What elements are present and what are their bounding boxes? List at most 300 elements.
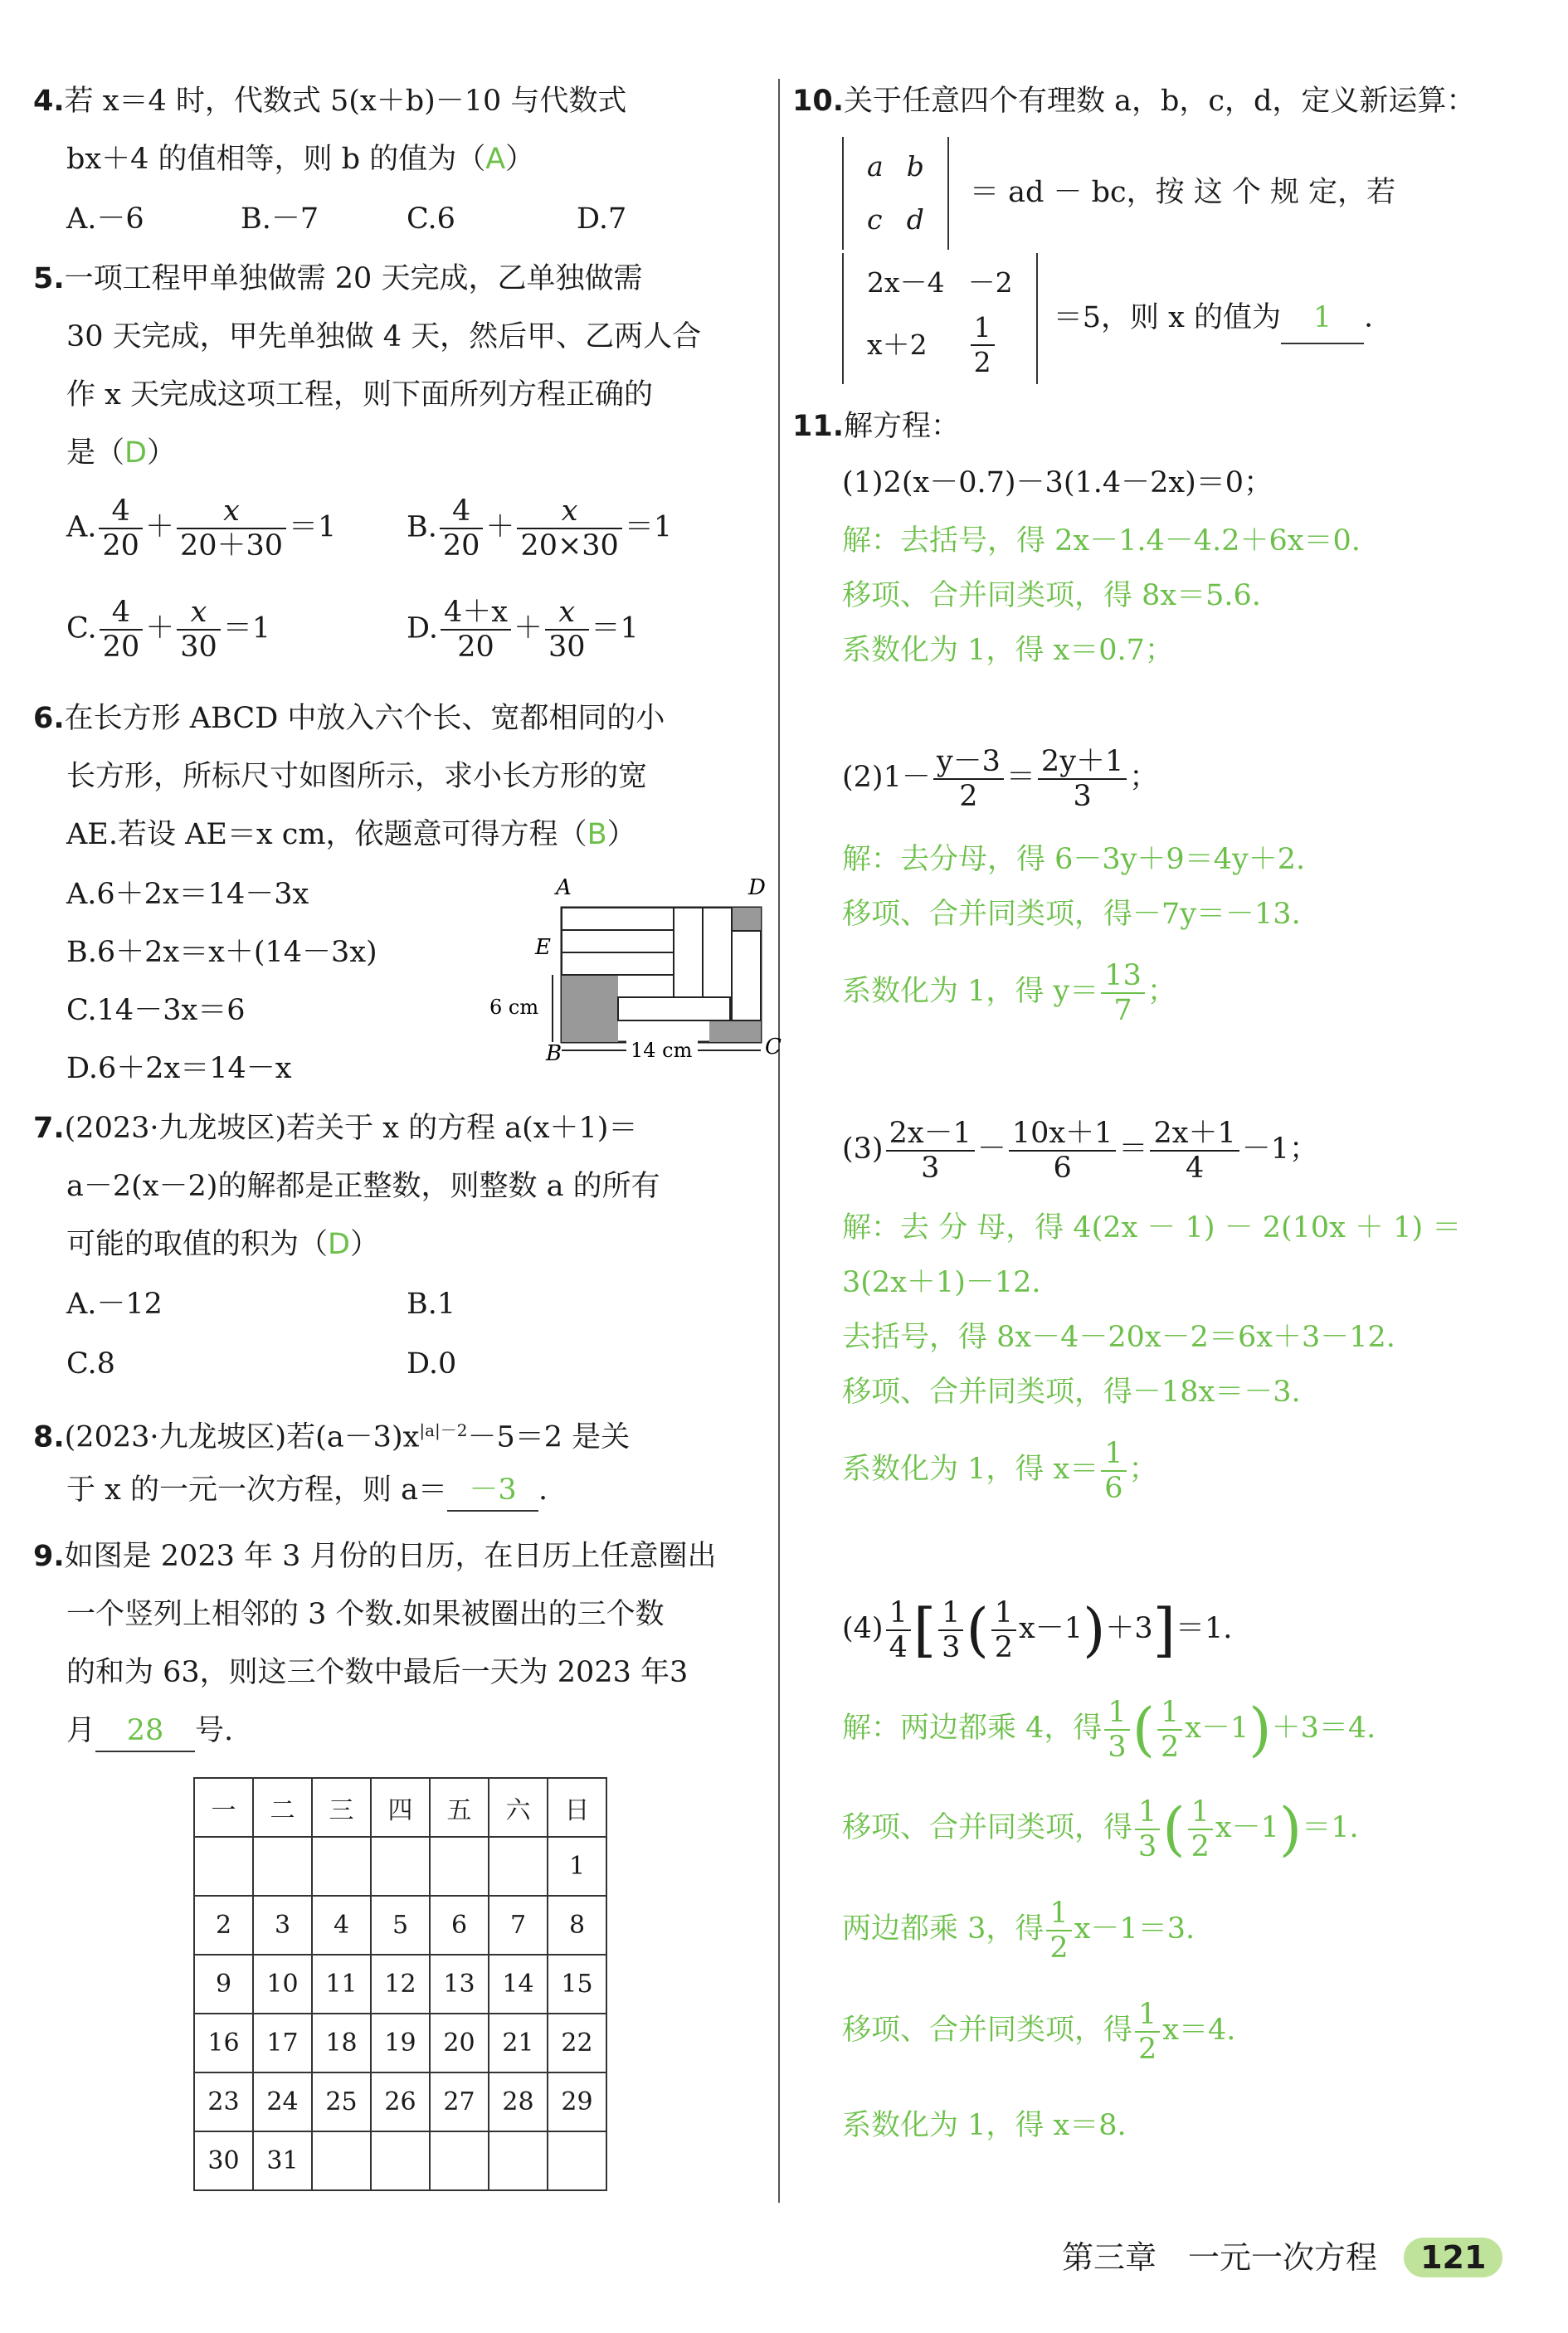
q6-text3: AE.若设 AE＝x cm，依题意可得方程（ bbox=[66, 818, 587, 851]
p4-s1b: x－1 bbox=[1185, 1712, 1249, 1745]
left-bracket-icon: [ bbox=[913, 1595, 937, 1664]
q5-close: ） bbox=[146, 436, 176, 470]
cal-cell bbox=[194, 1837, 253, 1896]
p4-s2-n2: 1 bbox=[1188, 1795, 1213, 1830]
chapter-title: 第三章 一元一次方程 bbox=[1062, 2239, 1378, 2276]
q6-option-b: B.6＋2x＝x＋(14－3x) bbox=[66, 936, 377, 969]
p4-third-n: 1 bbox=[938, 1596, 963, 1631]
q9-number: 9. bbox=[33, 1540, 65, 1573]
cal-head-2: 二 bbox=[253, 1778, 312, 1837]
p3-n3: 2x＋1 bbox=[1150, 1117, 1239, 1152]
q11-p2-step2: 移项、合并同类项，得－7y＝－13. bbox=[842, 898, 1301, 931]
q10-end: . bbox=[1364, 300, 1374, 334]
q7-text3: 可能的取值的积为（ bbox=[66, 1228, 329, 1261]
march-calendar bbox=[193, 1777, 607, 2191]
p4-quarter-n: 1 bbox=[886, 1596, 911, 1631]
cal-cell: 24 bbox=[253, 2072, 312, 2131]
calendar-row bbox=[194, 2072, 606, 2131]
q5-option-b bbox=[407, 494, 672, 563]
q9-line2: 一个竖列上相邻的 3 个数.如果被圈出的三个数 bbox=[66, 1598, 665, 1631]
cal-cell: 6 bbox=[430, 1896, 489, 1955]
p4-quarter-d: 4 bbox=[889, 1630, 908, 1664]
q5b-d2: 20×30 bbox=[520, 529, 619, 563]
det1-c: c bbox=[867, 203, 883, 236]
det2-b: －2 bbox=[967, 266, 1013, 299]
left-paren-icon: ( bbox=[1132, 1695, 1155, 1764]
left-paren-icon: ( bbox=[966, 1595, 989, 1664]
q6-close: ） bbox=[606, 818, 636, 851]
page-footer bbox=[1062, 2232, 1502, 2277]
column-divider bbox=[778, 79, 780, 2203]
p4-s3-n: 1 bbox=[1046, 1897, 1071, 1931]
cal-cell: 17 bbox=[253, 2014, 312, 2072]
q7-answer: D bbox=[328, 1228, 350, 1261]
q11-p4-step3 bbox=[842, 1892, 1195, 1966]
q11-p4-step5: 系数化为 1，得 x＝8. bbox=[842, 2109, 1127, 2142]
q11-p4-step1 bbox=[842, 1691, 1376, 1767]
q5b-n1: 4 bbox=[440, 494, 484, 529]
p4-s1-frac2 bbox=[1157, 1696, 1182, 1764]
p2-s3e: ； bbox=[1147, 975, 1176, 1008]
p4-s4-n: 1 bbox=[1135, 1998, 1160, 2033]
fig-label-e: E bbox=[535, 935, 551, 960]
q5a-prefix: A. bbox=[66, 510, 97, 544]
q5a-n2: x bbox=[177, 494, 286, 529]
q10-determinant-def bbox=[842, 137, 949, 250]
q6-number: 6. bbox=[33, 702, 65, 735]
p4-s2c: ＝1. bbox=[1302, 1811, 1359, 1844]
q5d-d1: 20 bbox=[457, 631, 494, 664]
p3-s5n: 1 bbox=[1101, 1437, 1126, 1472]
cal-cell: 13 bbox=[430, 1955, 489, 2014]
q5a-d1: 20 bbox=[102, 529, 139, 563]
right-bracket-icon: ] bbox=[1152, 1595, 1176, 1664]
q5c-op: ＋ bbox=[145, 611, 175, 645]
cal-cell bbox=[371, 1837, 430, 1896]
p2-pre: (2)1－ bbox=[842, 761, 931, 794]
q11-p4-equation bbox=[842, 1591, 1232, 1668]
cal-cell: 30 bbox=[194, 2131, 253, 2190]
q5d-n1: 4＋x bbox=[441, 596, 511, 631]
p2-d1: 2 bbox=[959, 779, 978, 813]
q5a-d2: 20＋30 bbox=[179, 529, 284, 563]
p3-frac3 bbox=[1150, 1117, 1239, 1185]
q5b-frac2 bbox=[517, 494, 621, 563]
p2-frac2 bbox=[1038, 745, 1127, 813]
fig-small-rect-1 bbox=[562, 908, 674, 930]
q11-p3-step3: 去括号，得 8x－4－20x－2＝6x＋3－12. bbox=[842, 1321, 1395, 1354]
calendar-header-row bbox=[194, 1778, 606, 1837]
cal-cell: 14 bbox=[489, 1955, 548, 2014]
q5d-op: ＋ bbox=[513, 611, 543, 645]
cal-cell: 7 bbox=[489, 1896, 548, 1955]
p4-s4-frac bbox=[1135, 1998, 1160, 2066]
p3-s5e: ； bbox=[1128, 1453, 1158, 1486]
q10-answer-blank: 1 bbox=[1281, 293, 1364, 344]
q5a-frac2 bbox=[177, 494, 286, 563]
cal-cell: 29 bbox=[548, 2072, 606, 2131]
q6-line3 bbox=[66, 815, 636, 855]
q8-end: . bbox=[538, 1473, 548, 1507]
q9-line1 bbox=[33, 1537, 717, 1576]
det1-a: a bbox=[867, 150, 884, 183]
q5b-d1: 20 bbox=[442, 529, 480, 563]
q11-p1-step3: 系数化为 1，得 x＝0.7； bbox=[842, 634, 1174, 667]
right-paren-icon: ) bbox=[1249, 1695, 1272, 1764]
q5b-n2: x bbox=[517, 494, 621, 529]
p3-s5d: 6 bbox=[1104, 1471, 1123, 1505]
p4-s2-frac2 bbox=[1188, 1795, 1213, 1863]
p4-s4a: 移项、合并同类项，得 bbox=[842, 2014, 1133, 2047]
q6-answer: B bbox=[587, 818, 607, 851]
q6-text1: 在长方形 ABCD 中放入六个长、宽都相同的小 bbox=[64, 702, 665, 735]
q8-text2: 于 x 的一元一次方程，则 a＝ bbox=[66, 1473, 447, 1507]
p4-s2-d2: 2 bbox=[1191, 1829, 1210, 1863]
q6-option-a: A.6＋2x＝14－3x bbox=[66, 878, 309, 911]
cal-cell: 4 bbox=[312, 1896, 371, 1955]
q11-p3-step4: 移项、合并同类项，得－18x＝－3. bbox=[842, 1376, 1301, 1409]
cal-cell: 15 bbox=[548, 1955, 606, 2014]
det1-b: b bbox=[906, 150, 924, 183]
q5-number: 5. bbox=[33, 262, 65, 295]
p2-n1: y－3 bbox=[933, 745, 1004, 780]
cal-cell bbox=[312, 2131, 371, 2190]
q8-number: 8. bbox=[33, 1420, 65, 1454]
q10-determinant-cond bbox=[842, 253, 1038, 384]
cal-head-1: 一 bbox=[194, 1778, 253, 1837]
p3-s5-frac bbox=[1101, 1437, 1126, 1505]
fig-shade-topright bbox=[732, 908, 761, 931]
det2-a: 2x－4 bbox=[867, 266, 945, 299]
p4-half-d: 2 bbox=[994, 1630, 1014, 1664]
p3-eq: ＝ bbox=[1118, 1132, 1148, 1166]
p4-third-d: 3 bbox=[942, 1630, 961, 1664]
q6-rectangle-figure bbox=[456, 871, 788, 1070]
fig-small-rect-2 bbox=[562, 930, 674, 952]
q5c-n1: 4 bbox=[100, 596, 144, 631]
q5c-frac2 bbox=[177, 596, 221, 664]
cal-cell: 22 bbox=[548, 2014, 606, 2072]
p4-end: ＝1. bbox=[1175, 1612, 1233, 1645]
q11-title bbox=[792, 407, 960, 446]
cal-cell: 8 bbox=[548, 1896, 606, 1955]
q5c-frac1 bbox=[100, 596, 144, 664]
cal-cell: 23 bbox=[194, 2072, 253, 2131]
q5b-op: ＋ bbox=[485, 510, 515, 544]
q5-option-d bbox=[407, 596, 639, 664]
cal-cell bbox=[312, 1837, 371, 1896]
q11-text: 解方程： bbox=[844, 410, 961, 443]
p3-d2: 6 bbox=[1053, 1151, 1072, 1185]
q4-option-b: B.－7 bbox=[241, 202, 319, 236]
p4-s4-d: 2 bbox=[1138, 2032, 1157, 2066]
fig-label-c: C bbox=[765, 1035, 782, 1059]
q4-option-a: A.－6 bbox=[66, 202, 144, 236]
q11-p2-step1: 解：去分母，得 6－3y＋9＝4y＋2. bbox=[842, 843, 1306, 876]
det2-dn: 1 bbox=[971, 311, 995, 346]
calendar-row bbox=[194, 1896, 606, 1955]
q5a-n1: 4 bbox=[99, 494, 143, 529]
cal-cell: 3 bbox=[253, 1896, 312, 1955]
q6-option-c: C.14－3x＝6 bbox=[66, 994, 246, 1027]
q5d-d2: 30 bbox=[548, 631, 586, 664]
q4-close: ） bbox=[505, 143, 535, 176]
q5a-eq: ＝1 bbox=[289, 510, 337, 544]
q5b-prefix: B. bbox=[407, 510, 437, 544]
cal-head-6: 六 bbox=[489, 1778, 548, 1837]
cal-cell bbox=[489, 2131, 548, 2190]
q5c-d2: 30 bbox=[180, 631, 217, 664]
q11-p4-step4 bbox=[842, 1993, 1235, 2068]
q4-line1 bbox=[33, 81, 626, 121]
q5d-n2: x bbox=[545, 596, 589, 631]
p4-plus3: ＋3 bbox=[1105, 1612, 1153, 1645]
q8-text1b: －5＝2 是关 bbox=[467, 1420, 631, 1454]
q6-line1 bbox=[33, 699, 665, 738]
q8-line2 bbox=[66, 1470, 548, 1512]
q10-line1 bbox=[792, 81, 1475, 121]
q11-p3-step5 bbox=[842, 1432, 1158, 1507]
p4-pre: (4) bbox=[842, 1612, 884, 1645]
q5-text4: 是（ bbox=[66, 436, 125, 470]
q10-def-text: ＝ ad － bc，按 这 个 规 定，若 bbox=[969, 175, 1396, 209]
p4-frac-quarter bbox=[886, 1596, 911, 1664]
p4-s3-frac bbox=[1046, 1897, 1071, 1965]
cal-cell bbox=[548, 2131, 606, 2190]
p4-s3-d: 2 bbox=[1049, 1931, 1069, 1965]
q9-line3: 的和为 63，则这三个数中最后一天为 2023 年3 bbox=[66, 1656, 689, 1689]
q4-text1: 若 x＝4 时，代数式 5(x＋b)－10 与代数式 bbox=[64, 85, 627, 118]
cal-head-7: 日 bbox=[548, 1778, 606, 1837]
cal-cell: 12 bbox=[371, 1955, 430, 2014]
q4-line2 bbox=[66, 139, 534, 179]
p4-s2-n1: 1 bbox=[1135, 1795, 1160, 1830]
q5d-eq: ＝1 bbox=[591, 611, 639, 645]
q8-text1a: (2023·九龙坡区)若(a－3)x bbox=[64, 1420, 420, 1454]
q9-text4: 月 bbox=[66, 1714, 96, 1747]
p4-s1-n1: 1 bbox=[1104, 1696, 1129, 1731]
q9-end: 号. bbox=[195, 1714, 234, 1747]
fig-small-rect-6 bbox=[618, 997, 730, 1020]
q5-line4 bbox=[66, 433, 176, 473]
q11-p2-equation bbox=[842, 740, 1158, 815]
fig-label-b: B bbox=[546, 1041, 562, 1066]
p2-s3a: 系数化为 1，得 y＝ bbox=[842, 975, 1099, 1008]
calendar-row bbox=[194, 2014, 606, 2072]
cal-cell: 31 bbox=[253, 2131, 312, 2190]
q5d-frac1 bbox=[441, 596, 511, 664]
p2-n2: 2y＋1 bbox=[1038, 745, 1127, 780]
det1-d: d bbox=[906, 203, 924, 236]
p3-s5a: 系数化为 1，得 x＝ bbox=[842, 1453, 1099, 1486]
cal-cell: 27 bbox=[430, 2072, 489, 2131]
left-paren-icon: ( bbox=[1162, 1795, 1186, 1863]
p4-s2b: x－1 bbox=[1215, 1811, 1279, 1844]
fig-small-rect-7 bbox=[732, 931, 761, 1020]
p3-n2: 10x＋1 bbox=[1009, 1117, 1117, 1152]
p4-s1-d2: 2 bbox=[1161, 1730, 1180, 1764]
cal-cell: 10 bbox=[253, 1955, 312, 2014]
p4-s3b: x－1＝3. bbox=[1074, 1912, 1195, 1946]
q11-number: 11. bbox=[792, 410, 845, 443]
cal-cell: 9 bbox=[194, 1955, 253, 2014]
q10-condition bbox=[842, 253, 1373, 384]
q11-p2-step3 bbox=[842, 954, 1176, 1029]
q5b-eq: ＝1 bbox=[624, 510, 673, 544]
p3-op1: － bbox=[976, 1132, 1006, 1166]
q5-option-c bbox=[66, 596, 270, 664]
q7-line3 bbox=[66, 1225, 379, 1264]
q11-p3-equation bbox=[842, 1112, 1318, 1186]
cal-cell: 11 bbox=[312, 1955, 371, 2014]
q11-p1-step1: 解：去括号，得 2x－1.4－4.2＋6x＝0. bbox=[842, 524, 1361, 558]
q4-option-c: C.6 bbox=[407, 202, 455, 236]
q8-line1 bbox=[33, 1410, 630, 1458]
fig-label-d: D bbox=[748, 875, 766, 900]
p4-s1-n2: 1 bbox=[1157, 1696, 1182, 1731]
p3-end: －1； bbox=[1241, 1132, 1318, 1166]
q9-text1: 如图是 2023 年 3 月份的日历，在日历上任意圈出 bbox=[64, 1540, 717, 1573]
q11-p3-step1: 解：去 分 母，得 4(2x － 1) － 2(10x ＋ 1) ＝ bbox=[842, 1211, 1462, 1244]
cal-cell: 2 bbox=[194, 1896, 253, 1955]
p4-frac-half bbox=[991, 1596, 1016, 1664]
calendar-row bbox=[194, 1955, 606, 2014]
fig-label-6cm: 6 cm bbox=[489, 996, 539, 1019]
q11-p1-equation: (1)2(x－0.7)－3(1.4－2x)＝0； bbox=[842, 466, 1273, 499]
p3-pre: (3) bbox=[842, 1132, 884, 1166]
q10-definition bbox=[842, 137, 1395, 250]
cal-cell bbox=[253, 1837, 312, 1896]
p4-s4b: x＝4. bbox=[1162, 2014, 1236, 2047]
q4-number: 4. bbox=[33, 85, 65, 118]
p3-frac1 bbox=[886, 1117, 975, 1185]
p4-x1: x－1 bbox=[1019, 1612, 1083, 1645]
p2-s3-frac bbox=[1101, 959, 1145, 1027]
q5c-n2: x bbox=[177, 596, 221, 631]
q5-line1 bbox=[33, 259, 642, 299]
p2-s3d: 7 bbox=[1113, 993, 1132, 1027]
q9-answer-blank: 28 bbox=[95, 1711, 195, 1752]
q5-line3: 作 x 天完成这项工程，则下面所列方程正确的 bbox=[66, 378, 653, 412]
cal-cell: 1 bbox=[548, 1837, 606, 1896]
q8-answer-blank: －3 bbox=[447, 1470, 538, 1512]
q5c-d1: 20 bbox=[102, 631, 140, 664]
q4-text2: bx＋4 的值相等，则 b 的值为（ bbox=[66, 143, 486, 176]
cal-cell: 20 bbox=[430, 2014, 489, 2072]
cal-head-3: 三 bbox=[312, 1778, 371, 1837]
q5c-prefix: C. bbox=[66, 611, 97, 645]
q7-option-b: B.1 bbox=[407, 1288, 456, 1321]
p2-end: ； bbox=[1129, 761, 1159, 794]
q5-line2: 30 天完成，甲先单独做 4 天，然后甲、乙两人合 bbox=[66, 320, 702, 353]
cal-cell bbox=[489, 1837, 548, 1896]
p4-s1a: 解：两边都乘 4，得 bbox=[842, 1712, 1103, 1745]
right-paren-icon: ) bbox=[1278, 1795, 1303, 1863]
q5c-eq: ＝1 bbox=[222, 611, 271, 645]
q5d-frac2 bbox=[545, 596, 589, 664]
p3-n1: 2x－1 bbox=[886, 1117, 975, 1152]
p3-d3: 4 bbox=[1185, 1151, 1205, 1185]
q7-option-c: C.8 bbox=[66, 1347, 115, 1381]
det2-dd: 2 bbox=[973, 346, 991, 378]
cal-cell bbox=[430, 2131, 489, 2190]
q5-option-a bbox=[66, 494, 336, 563]
q5b-frac1 bbox=[440, 494, 484, 563]
q11-p3-step2: 3(2x＋1)－12. bbox=[842, 1266, 1041, 1299]
calendar-row bbox=[194, 2131, 606, 2190]
det2-c: x＋2 bbox=[867, 329, 928, 361]
q7-close: ） bbox=[349, 1228, 379, 1261]
q7-text1: (2023·九龙坡区)若关于 x 的方程 a(x＋1)＝ bbox=[64, 1112, 638, 1145]
p2-s3n: 13 bbox=[1101, 959, 1145, 994]
cal-cell: 21 bbox=[489, 2014, 548, 2072]
page-number: 121 bbox=[1404, 2238, 1502, 2277]
q11-p4-step2 bbox=[842, 1790, 1359, 1867]
cal-cell: 19 bbox=[371, 2014, 430, 2072]
cal-cell bbox=[430, 1837, 489, 1896]
cal-cell: 16 bbox=[194, 2014, 253, 2072]
q8-exponent: |a|－2 bbox=[419, 1420, 468, 1440]
p4-frac-third bbox=[938, 1596, 963, 1664]
cal-cell: 28 bbox=[489, 2072, 548, 2131]
p3-d1: 3 bbox=[921, 1151, 940, 1185]
q10-text1: 关于任意四个有理数 a，b，c，d，定义新运算： bbox=[844, 85, 1476, 118]
p2-frac1 bbox=[933, 745, 1004, 813]
q6-line2: 长方形，所标尺寸如图所示，求小长方形的宽 bbox=[66, 760, 648, 793]
fig-shade-bottomright bbox=[709, 1020, 761, 1042]
q4-answer: A bbox=[485, 143, 506, 176]
q9-line4 bbox=[66, 1711, 233, 1752]
q5-answer: D bbox=[124, 436, 147, 470]
q5d-prefix: D. bbox=[407, 611, 438, 645]
det2-d-frac bbox=[971, 311, 995, 379]
fig-label-14cm: 14 cm bbox=[631, 1039, 693, 1062]
q6-option-d: D.6＋2x＝14－x bbox=[66, 1052, 292, 1085]
fig-label-a: A bbox=[556, 875, 572, 900]
fig-small-rect-3 bbox=[562, 952, 674, 975]
q7-line2: a－2(x－2)的解都是正整数，则整数 a 的所有 bbox=[66, 1170, 660, 1203]
cal-cell: 26 bbox=[371, 2072, 430, 2131]
p4-s1c: ＋3＝4. bbox=[1271, 1712, 1376, 1745]
p4-s1-d1: 3 bbox=[1108, 1730, 1127, 1764]
p2-eq: ＝ bbox=[1006, 761, 1035, 794]
p2-d2: 3 bbox=[1073, 779, 1092, 813]
right-paren-icon: ) bbox=[1083, 1595, 1106, 1664]
q7-option-d: D.0 bbox=[407, 1347, 457, 1381]
p4-s3a: 两边都乘 3，得 bbox=[842, 1912, 1045, 1946]
q11-p1-step2: 移项、合并同类项，得 8x＝5.6. bbox=[842, 579, 1261, 612]
p3-frac2 bbox=[1009, 1117, 1117, 1185]
q5a-op: ＋ bbox=[144, 510, 174, 544]
cal-cell: 25 bbox=[312, 2072, 371, 2131]
cal-cell: 18 bbox=[312, 2014, 371, 2072]
q5-text1: 一项工程甲单独做需 20 天完成，乙单独做需 bbox=[64, 262, 643, 295]
p4-s2a: 移项、合并同类项，得 bbox=[842, 1811, 1133, 1844]
cal-cell: 5 bbox=[371, 1896, 430, 1955]
q5a-frac1 bbox=[99, 494, 143, 563]
calendar-row bbox=[194, 1837, 606, 1896]
cal-head-5: 五 bbox=[430, 1778, 489, 1837]
q7-option-a: A.－12 bbox=[66, 1288, 163, 1321]
q10-tail: ＝5，则 x 的值为 bbox=[1053, 300, 1282, 334]
q7-number: 7. bbox=[33, 1112, 65, 1145]
p4-half-n: 1 bbox=[991, 1596, 1016, 1631]
q10-number: 10. bbox=[792, 85, 845, 118]
p4-s1-frac1 bbox=[1104, 1696, 1129, 1764]
cal-head-4: 四 bbox=[371, 1778, 430, 1837]
p4-s2-d1: 3 bbox=[1138, 1829, 1157, 1863]
fig-shade-left bbox=[562, 975, 618, 1042]
